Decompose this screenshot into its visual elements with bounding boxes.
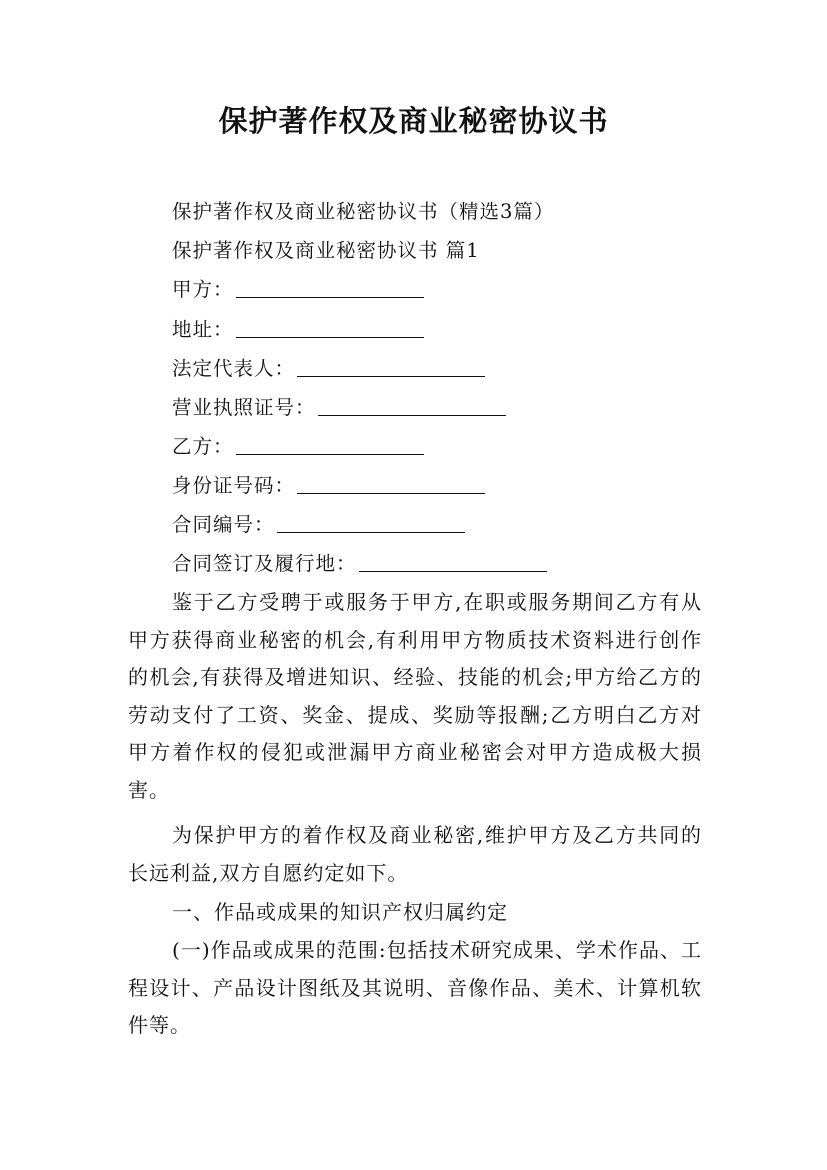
field-address (172, 316, 424, 344)
document-subtitle: 保护著作权及商业秘密协议书（精选3篇） (172, 200, 555, 223)
blank-line (297, 475, 485, 494)
blank-line (236, 319, 424, 338)
field-label: 甲方： (172, 278, 234, 301)
paragraph-preamble: 鉴于乙方受聘于或服务于甲方,在职或服务期间乙方有从甲方获得商业秘密的机会,有利用甲方物质技术资料进行创作的机会,有获得及增进知识、经验、技能的机会;甲方给乙方的劳动支付了工资、奖金、提成、奖励等报酬;乙方明白乙方对甲方着作权的侵犯或泄漏甲方商业秘密会对甲方造成极大损害。 (128, 590, 702, 802)
field-label: 合同签订及履行地： (172, 552, 357, 575)
field-label: 合同编号： (172, 513, 275, 536)
paragraph-purpose: 为保护甲方的着作权及商业秘密,维护甲方及乙方共同的长远利益,双方自愿约定如下。 (128, 823, 702, 885)
field-label: 法定代表人： (172, 357, 296, 380)
blank-line (236, 279, 424, 298)
blank-line (318, 397, 506, 416)
paragraph-clause-scope: (一)作品或成果的范围:包括技术研究成果、学术作品、工程设计、产品设计图纸及其说明、音像作品、美术、计算机软件等。 (128, 938, 702, 1037)
document-title: 保护著作权及商业秘密协议书 (218, 104, 609, 138)
field-signing-place (172, 550, 547, 578)
blank-line (236, 436, 424, 455)
field-label: 地址： (172, 318, 234, 341)
field-legal-representative (172, 355, 485, 383)
paragraph-clause-heading: 一、作品或成果的知识产权归属约定 (172, 900, 508, 924)
field-label: 营业执照证号： (172, 396, 316, 419)
field-business-license (172, 394, 506, 422)
field-label: 身份证号码： (172, 474, 296, 497)
section-heading: 保护著作权及商业秘密协议书 篇1 (172, 239, 480, 262)
field-contract-number (172, 511, 465, 539)
field-label: 乙方： (172, 435, 234, 458)
field-party-b (172, 433, 424, 461)
blank-line (297, 358, 485, 377)
field-party-a (172, 276, 424, 304)
blank-line (277, 514, 465, 533)
blank-line (359, 553, 547, 572)
field-id-number (172, 472, 485, 500)
